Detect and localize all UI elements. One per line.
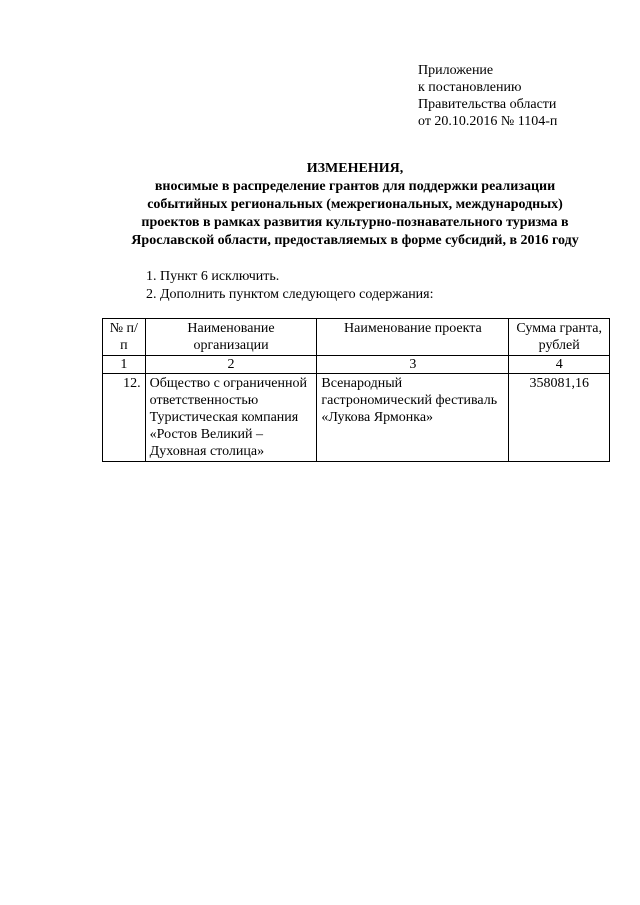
title-line: событийных региональных (межрегиональных, международных)	[147, 197, 563, 212]
appendix-line: от 20.10.2016 № 1104-п	[418, 114, 558, 129]
column-number: 2	[145, 356, 317, 374]
appendix-block	[418, 62, 557, 130]
title-heading: ИЗМЕНЕНИЯ,	[306, 161, 404, 176]
change-item: 1. Пункт 6 исключить.	[146, 269, 280, 284]
appendix-line: Правительства области	[418, 97, 557, 112]
header-project: Наименование проекта	[317, 319, 509, 356]
row-sum: 358081,16	[509, 374, 610, 462]
header-sum: Сумма гранта, рублей	[509, 319, 610, 356]
table-header-row	[103, 319, 610, 356]
document-title	[100, 160, 610, 250]
column-number: 1	[103, 356, 146, 374]
row-project: Всенародный гастрономический фестиваль «Лукова Ярмонка»	[317, 374, 509, 462]
title-line: Ярославской области, предоставляемых в форме субсидий, в 2016 году	[131, 233, 579, 248]
row-number: 12.	[103, 374, 146, 462]
header-number: № п/п	[103, 319, 146, 356]
appendix-line: к постановлению	[418, 80, 522, 95]
grants-table	[102, 318, 610, 462]
title-line: проектов в рамках развития культурно-познавательного туризма в	[141, 215, 569, 230]
column-number-row	[103, 356, 610, 374]
change-items	[146, 268, 434, 304]
change-item: 2. Дополнить пунктом следующего содержания:	[146, 287, 434, 302]
header-organization: Наименование организации	[145, 319, 317, 356]
table-row	[103, 374, 610, 462]
row-organization: Общество с ограниченной ответственностью Туристическая компания «Ростов Великий – Духовная столица»	[145, 374, 317, 462]
column-number: 4	[509, 356, 610, 374]
title-line: вносимые в распределение грантов для поддержки реализации	[154, 179, 556, 194]
appendix-line: Приложение	[418, 63, 494, 78]
column-number: 3	[317, 356, 509, 374]
